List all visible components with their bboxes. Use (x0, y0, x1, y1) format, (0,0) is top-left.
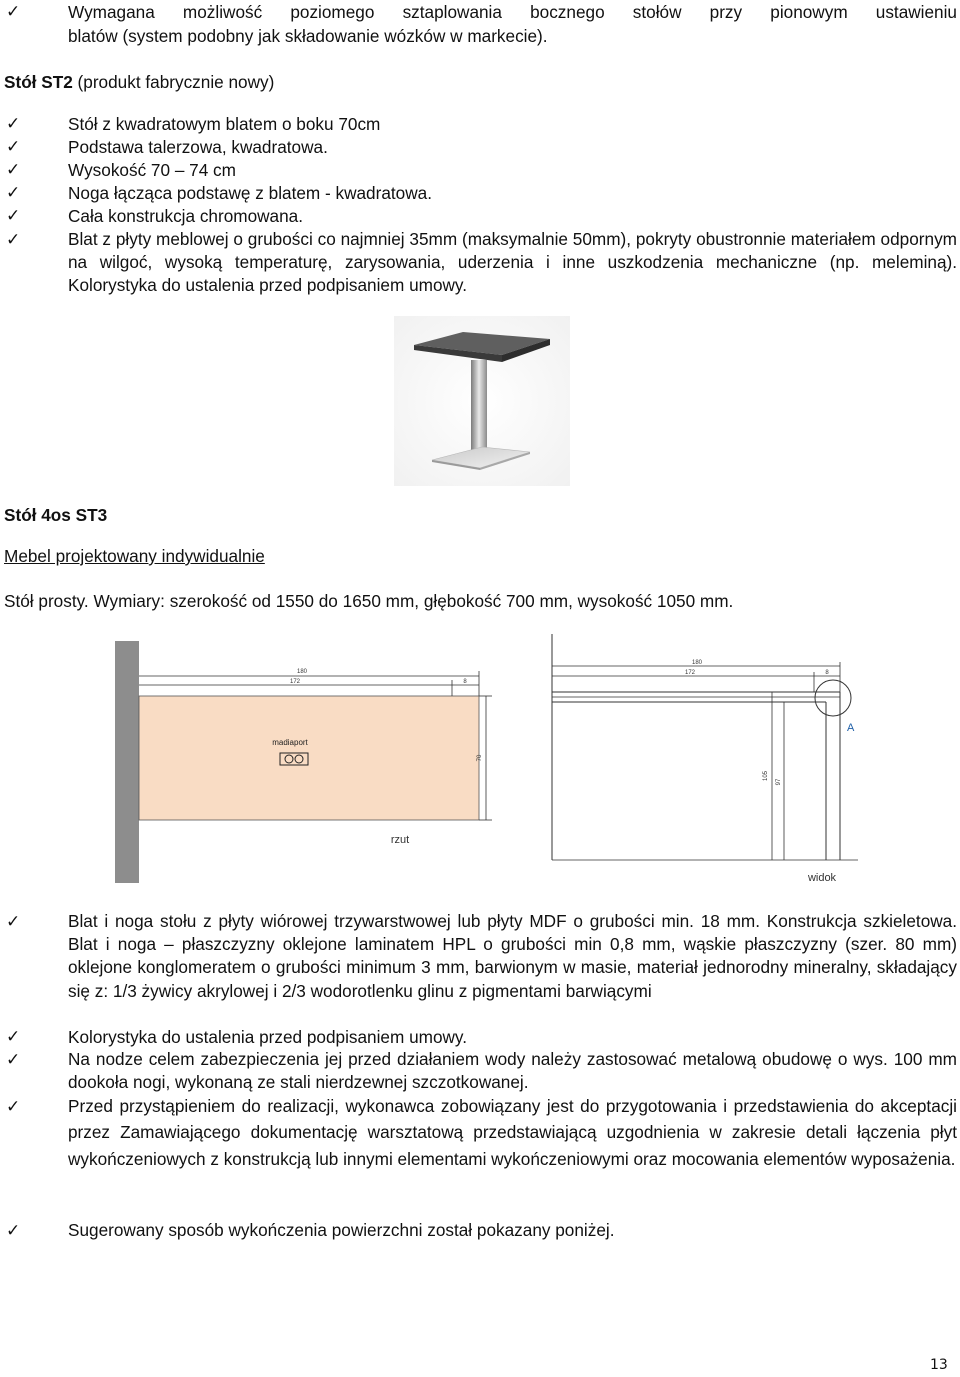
list-item-text: Blat z płyty meblowej o grubości co najmniej 35mm (maksymalnie 50mm), pokryty obustronnie materiałem odpornym na wilgoć, wysoką temperaturę, zarysowania, uderzenia i inne uszkodzenia mechaniczne (np. meleminą). Kolorystyka do ustalenia przed podpisaniem umowy. (68, 229, 957, 296)
dimension-label: 8 (825, 670, 829, 676)
check-icon: ✓ (6, 2, 21, 22)
list-item-text: Cała konstrukcja chromowana. (68, 206, 304, 226)
dimension-label: 172 (289, 679, 301, 685)
check-icon: ✓ (6, 206, 21, 226)
dimension-label: 180 (691, 660, 703, 666)
dimension-label: 8 (463, 679, 467, 685)
list-item-text: Noga łącząca podstawę z blatem - kwadratowa. (68, 183, 432, 203)
check-icon: ✓ (6, 912, 21, 932)
section-heading: Stół 4os ST3 (4, 505, 108, 525)
check-icon: ✓ (6, 1050, 21, 1070)
check-icon: ✓ (6, 1097, 21, 1117)
list-item-text: Podstawa talerzowa, kwadratowa. (68, 137, 328, 157)
list-item-text: Sugerowany sposób wykończenia powierzchni został pokazany poniżej. (68, 1220, 615, 1240)
section-subheading: Mebel projektowany indywidualnie (4, 546, 265, 566)
detail-circle (815, 680, 851, 716)
dimension-label: 105 (763, 770, 769, 782)
dimension-label: 172 (684, 670, 696, 676)
list-item-text: Stół z kwadratowym blatem o boku 70cm (68, 114, 381, 134)
dimension-label: 97 (776, 778, 782, 786)
check-icon: ✓ (6, 183, 21, 203)
list-item-text: blatów (system podobny jak składowanie wózków w markecie). (68, 26, 548, 46)
description: Stół prosty. Wymiary: szerokość od 1550 do 1650 mm, głębokość 700 mm, wysokość 1050 mm. (4, 591, 734, 611)
dimension-label: 180 (296, 669, 308, 675)
table-top-plan (139, 696, 479, 820)
check-icon: ✓ (6, 137, 21, 157)
elevation-view-drawing (548, 632, 860, 887)
list-item-text: Wymagana możliwość poziomego sztaplowania bocznego stołów przy pionowym ustawieniu (68, 2, 957, 22)
list-item-text: Wysokość 70 – 74 cm (68, 160, 236, 180)
check-icon: ✓ (6, 1221, 21, 1241)
list-item-text: Blat i noga stołu z płyty wiórowej trzywarstwowej lub płyty MDF o grubości min. 18 mm. Konstrukcja szkieletowa. Blat i noga – płaszczyzny oklejone laminatem HPL o grubości min 0,8 mm, wąskie płaszczyzny (szer. 80 mm) oklejone konglomeratem o grubości minimum 3 mm, barwionym w masie, materiał jednorodny mineralny, składający się z: 1/3 żywicy akrylowej i 2/3 wodorotlenku glinu z pigmentami barwiącymi (68, 911, 957, 1001)
list-item-text: Na nodze celem zabezpieczenia jej przed działaniem wody należy zastosować metalową obudowę o wys. 100 mm dookoła nogi, wykonaną ze stali nierdzewnej szczotkowanej. (68, 1049, 957, 1093)
check-icon: ✓ (6, 230, 21, 250)
page-number: 13 (930, 1357, 948, 1373)
detail-label: A (847, 722, 855, 734)
check-icon: ✓ (6, 1027, 21, 1047)
drawing-caption: widok (807, 872, 837, 884)
heading-suffix: (produkt fabrycznie nowy) (77, 72, 275, 92)
table-photo (394, 316, 570, 486)
check-icon: ✓ (6, 114, 21, 134)
drawing-caption: rzut (390, 834, 410, 846)
list-item-text: Kolorystyka do ustalenia przed podpisaniem umowy. (68, 1027, 468, 1047)
brand-label: madiaport (272, 738, 308, 747)
plan-view-drawing (112, 640, 502, 885)
wall-section (115, 641, 139, 883)
list-item-text: Przed przystąpieniem do realizacji, wykonawca zobowiązany jest do przygotowania i przedstawienia do akceptacji przez Zamawiającego dokumentację warsztatową przedstawiającą uzgodnienia w zakresie detali łączenia płyt wykończeniowych z konstrukcją lub innymi elementami wykończeniowymi oraz mocowania elementów wyposażenia. (68, 1096, 957, 1169)
dimension-label: 70 (477, 754, 483, 762)
section-heading: Stół ST2 (produkt fabrycznie nowy) (4, 72, 275, 92)
check-icon: ✓ (6, 160, 21, 180)
